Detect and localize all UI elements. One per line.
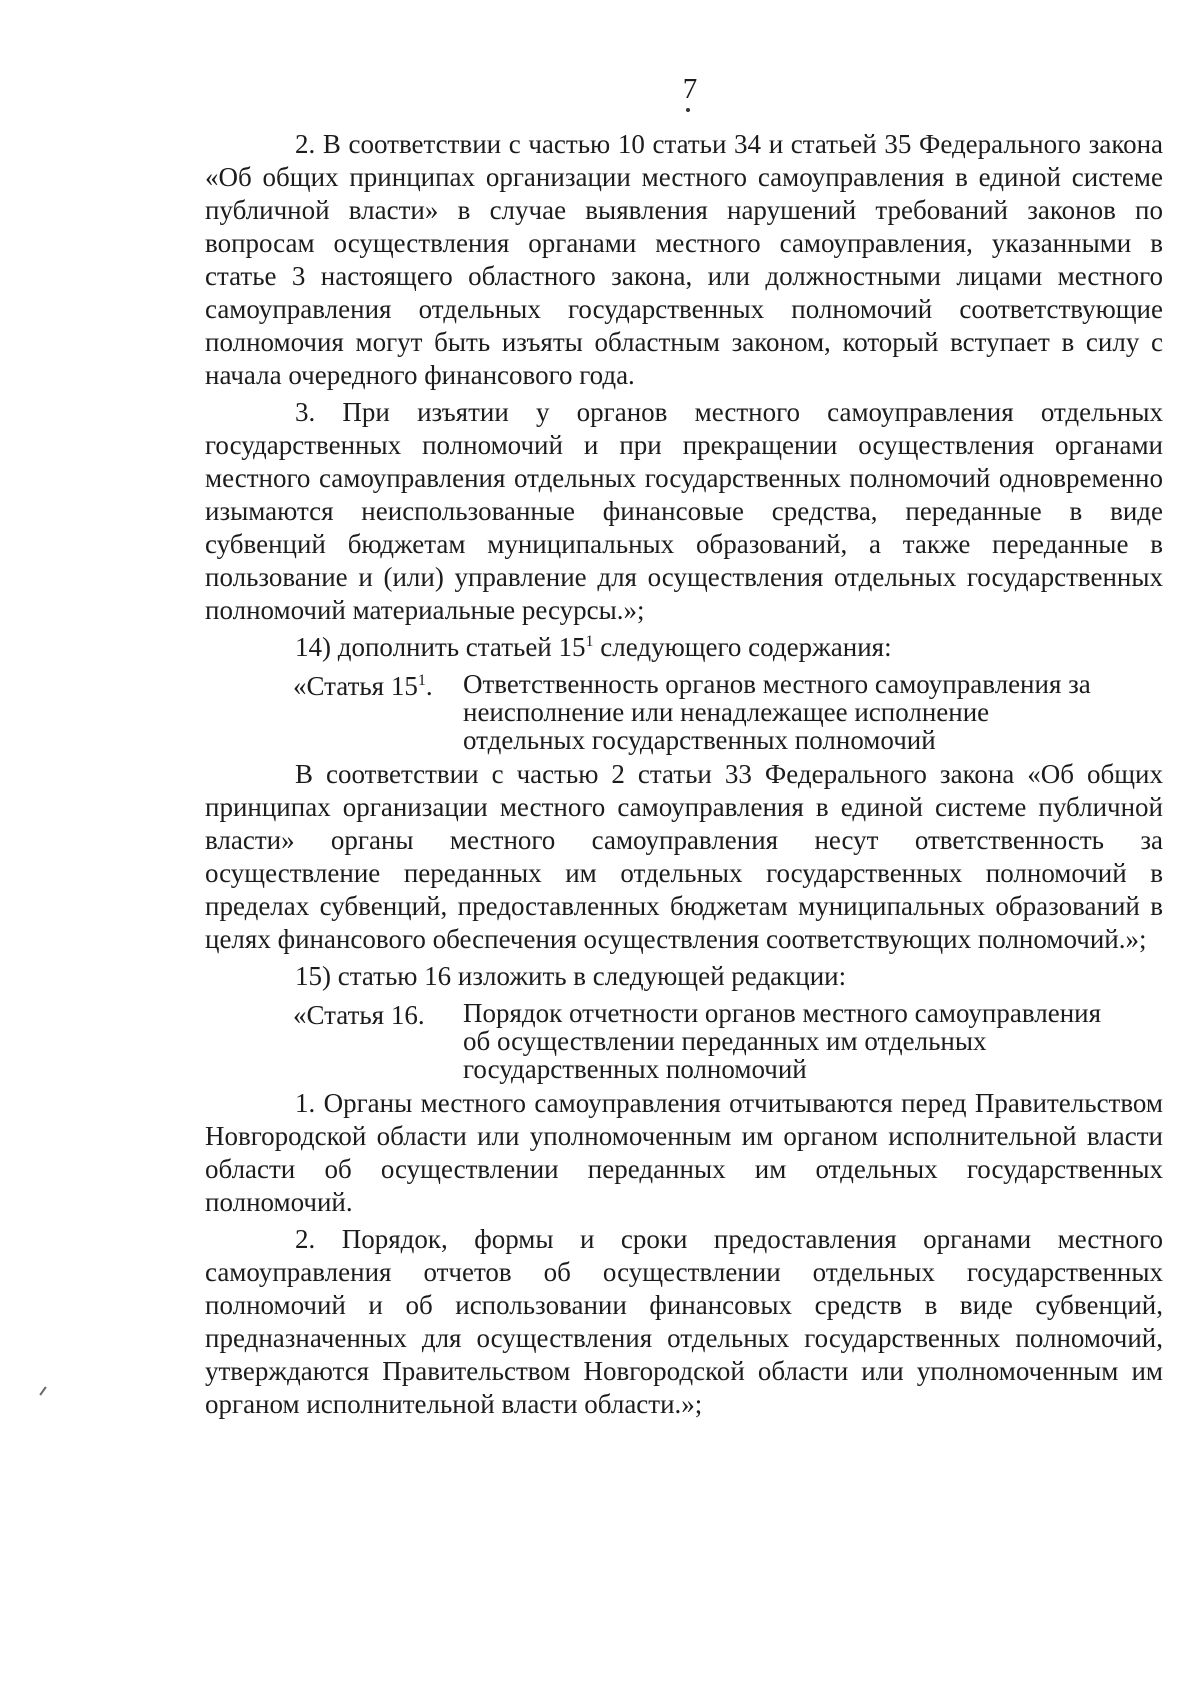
article-15-1-title-line: Ответственность органов местного самоуправления за [463, 669, 1091, 699]
article-16-title-line: об осуществлении переданных им отдельных [463, 1026, 987, 1056]
paragraph-item-2: 2. В соответствии с частью 10 статьи 34 и статьей 35 Федерального закона «Об общих принципах организации местного самоуправления в единой системе публичной власти» в случае выявления нарушений требований законов по вопросам осуществления органами местного самоуправления, указанными в статье 3 настоящего областного закона, или должностными лицами местного самоуправления отдельных государственных полномочий соответствующие полномочия могут быть изъяты областным законом, который вступает в силу с начала очередного финансового года. [205, 129, 1163, 390]
article-16-title-line: Порядок отчетности органов местного самоуправления [463, 998, 1102, 1028]
article-15-1-label-superscript: 1 [417, 672, 426, 689]
article-16-title-line: государственных полномочий [463, 1054, 807, 1084]
article-15-1-title-line: неисполнение или ненадлежащее исполнение [463, 697, 990, 727]
paragraph-article-15-1-body: В соответствии с частью 2 статьи 33 Федерального закона «Об общих принципах организации местного самоуправления в единой системе публичной власти» органы местного самоуправления несут ответственность за осуществление переданных им отдельных государственных полномочий в пределах субвенций, предоставленных бюджетам муниципальных образований в целях финансового обеспечения осуществления соответствующих полномочий.»; [205, 759, 1163, 954]
article-15-1-title [463, 670, 1113, 754]
article-16-label: «Статья 16. [293, 1000, 425, 1030]
document-body [205, 128, 1163, 1421]
amendment-14-text: 14) дополнить статьей 15 [295, 632, 586, 662]
scan-margin-mark [39, 1386, 46, 1395]
article-16-heading [205, 999, 1163, 1083]
article-15-1-heading [205, 670, 1163, 754]
paragraph-amendment-15: 15) статью 16 изложить в следующей редакции: [295, 961, 847, 991]
paragraph-article-16-item-1: 1. Органы местного самоуправления отчитываются перед Правительством Новгородской области или уполномоченным им органом исполнительной власти области об осуществлении переданных им отдельных государственных полномочий. [205, 1088, 1163, 1217]
article-16-title [463, 999, 1113, 1083]
paragraph-amendment-14 [205, 631, 1163, 664]
article-15-1-label-suffix: . [425, 671, 433, 701]
paragraph-article-16-item-2: 2. Порядок, формы и сроки предоставления органами местного самоуправления отчетов об осуществлении отдельных государственных полномочий и об использовании финансовых средств в виде субвенций, предназначенных для осуществления отдельных государственных полномочий, утверждаются Правительством Новгородской области или уполномоченным им органом исполнительной власти области.»; [205, 1224, 1163, 1419]
article-15-1-label [205, 670, 463, 754]
scan-dot [686, 108, 690, 112]
page-number: 7 [682, 73, 698, 105]
article-15-1-title-line: отдельных государственных полномочий [463, 725, 936, 755]
amendment-14-superscript: 1 [585, 633, 594, 650]
paragraph-item-3: 3. При изъятии у органов местного самоуправления отдельных государственных полномочий и при прекращении осуществления органами местного самоуправления отдельных государственных полномочий одновременно изымаются неиспользованные финансовые средства, переданные в виде субвенций бюджетам муниципальных образований, а также переданные в пользование и (или) управление для осуществления отдельных государственных полномочий материальные ресурсы.»; [205, 397, 1163, 625]
amendment-14-tail: следующего содержания: [593, 632, 892, 662]
article-15-1-label-prefix: «Статья 15 [293, 671, 418, 701]
